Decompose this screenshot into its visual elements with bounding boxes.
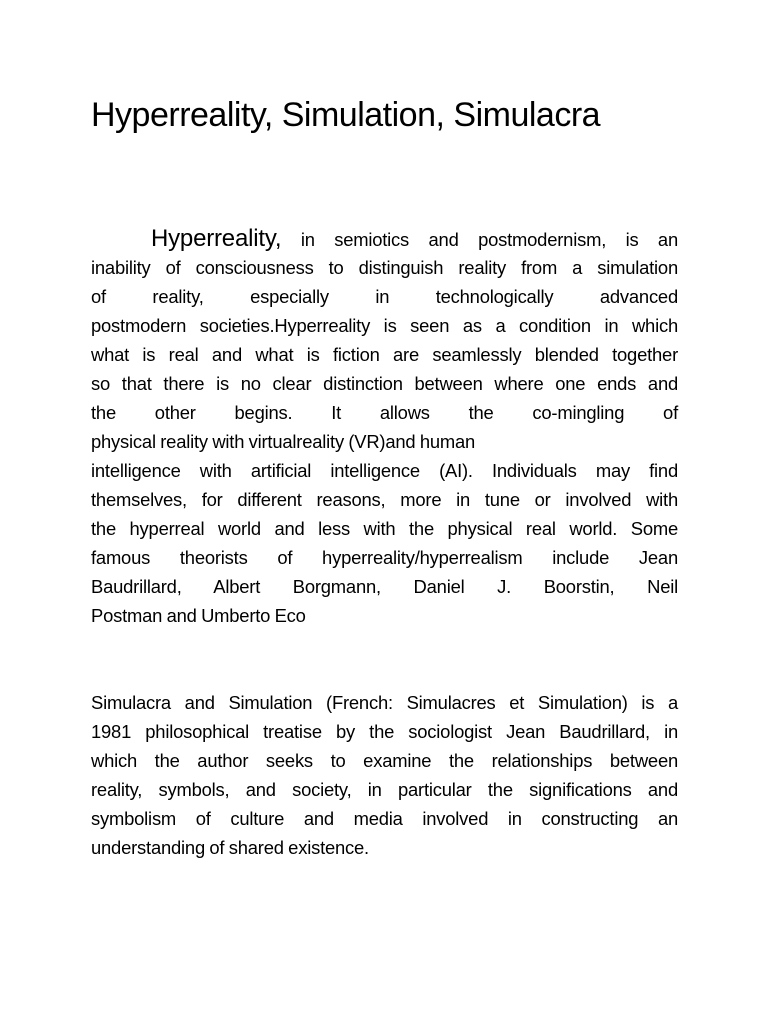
paragraph-line: Simulacra and Simulation (French: Simulacres et Simulation) is a <box>91 692 678 713</box>
paragraph-line <box>91 224 678 253</box>
paragraph-line: of reality, especially in technologically advanced <box>91 286 678 307</box>
paragraph-line-text: in semiotics and postmodernism, is an <box>300 229 678 250</box>
paragraph-line: intelligence with artificial intelligence (AI). Individuals may find <box>91 460 678 481</box>
paragraph-line: understanding of shared existence. <box>91 837 369 858</box>
paragraph-line: reality, symbols, and society, in particular the significations and <box>91 779 678 800</box>
paragraph-line: postmodern societies.Hyperreality is seen as a condition in which <box>91 315 678 336</box>
paragraph-line: so that there is no clear distinction between where one ends and <box>91 373 678 394</box>
paragraph-line: themselves, for different reasons, more in tune or involved with <box>91 489 678 510</box>
document-title: Hyperreality, Simulation, Simulacra <box>91 96 601 134</box>
paragraph-line: Baudrillard, Albert Borgmann, Daniel J. Boorstin, Neil <box>91 576 678 597</box>
paragraph-line: the hyperreal world and less with the physical real world. Some <box>91 518 678 539</box>
paragraph-line: famous theorists of hyperreality/hyperrealism include Jean <box>91 547 678 568</box>
paragraph-line: physical reality with virtualreality (VR)and human <box>91 431 476 452</box>
paragraph-line: inability of consciousness to distinguish reality from a simulation <box>91 257 678 278</box>
paragraph-line: symbolism of culture and media involved in constructing an <box>91 808 678 829</box>
paragraph-simulacra <box>91 688 678 862</box>
paragraph-line: what is real and what is fiction are seamlessly blended together <box>91 344 678 365</box>
paragraph-line: the other begins. It allows the co-mingling of <box>91 402 678 423</box>
paragraph-line: Postman and Umberto Eco <box>91 605 306 626</box>
paragraph-hyperreality <box>91 224 678 630</box>
paragraph-line: which the author seeks to examine the relationships between <box>91 750 678 771</box>
lead-term: Hyperreality, <box>151 225 282 252</box>
paragraph-line: 1981 philosophical treatise by the sociologist Jean Baudrillard, in <box>91 721 678 742</box>
